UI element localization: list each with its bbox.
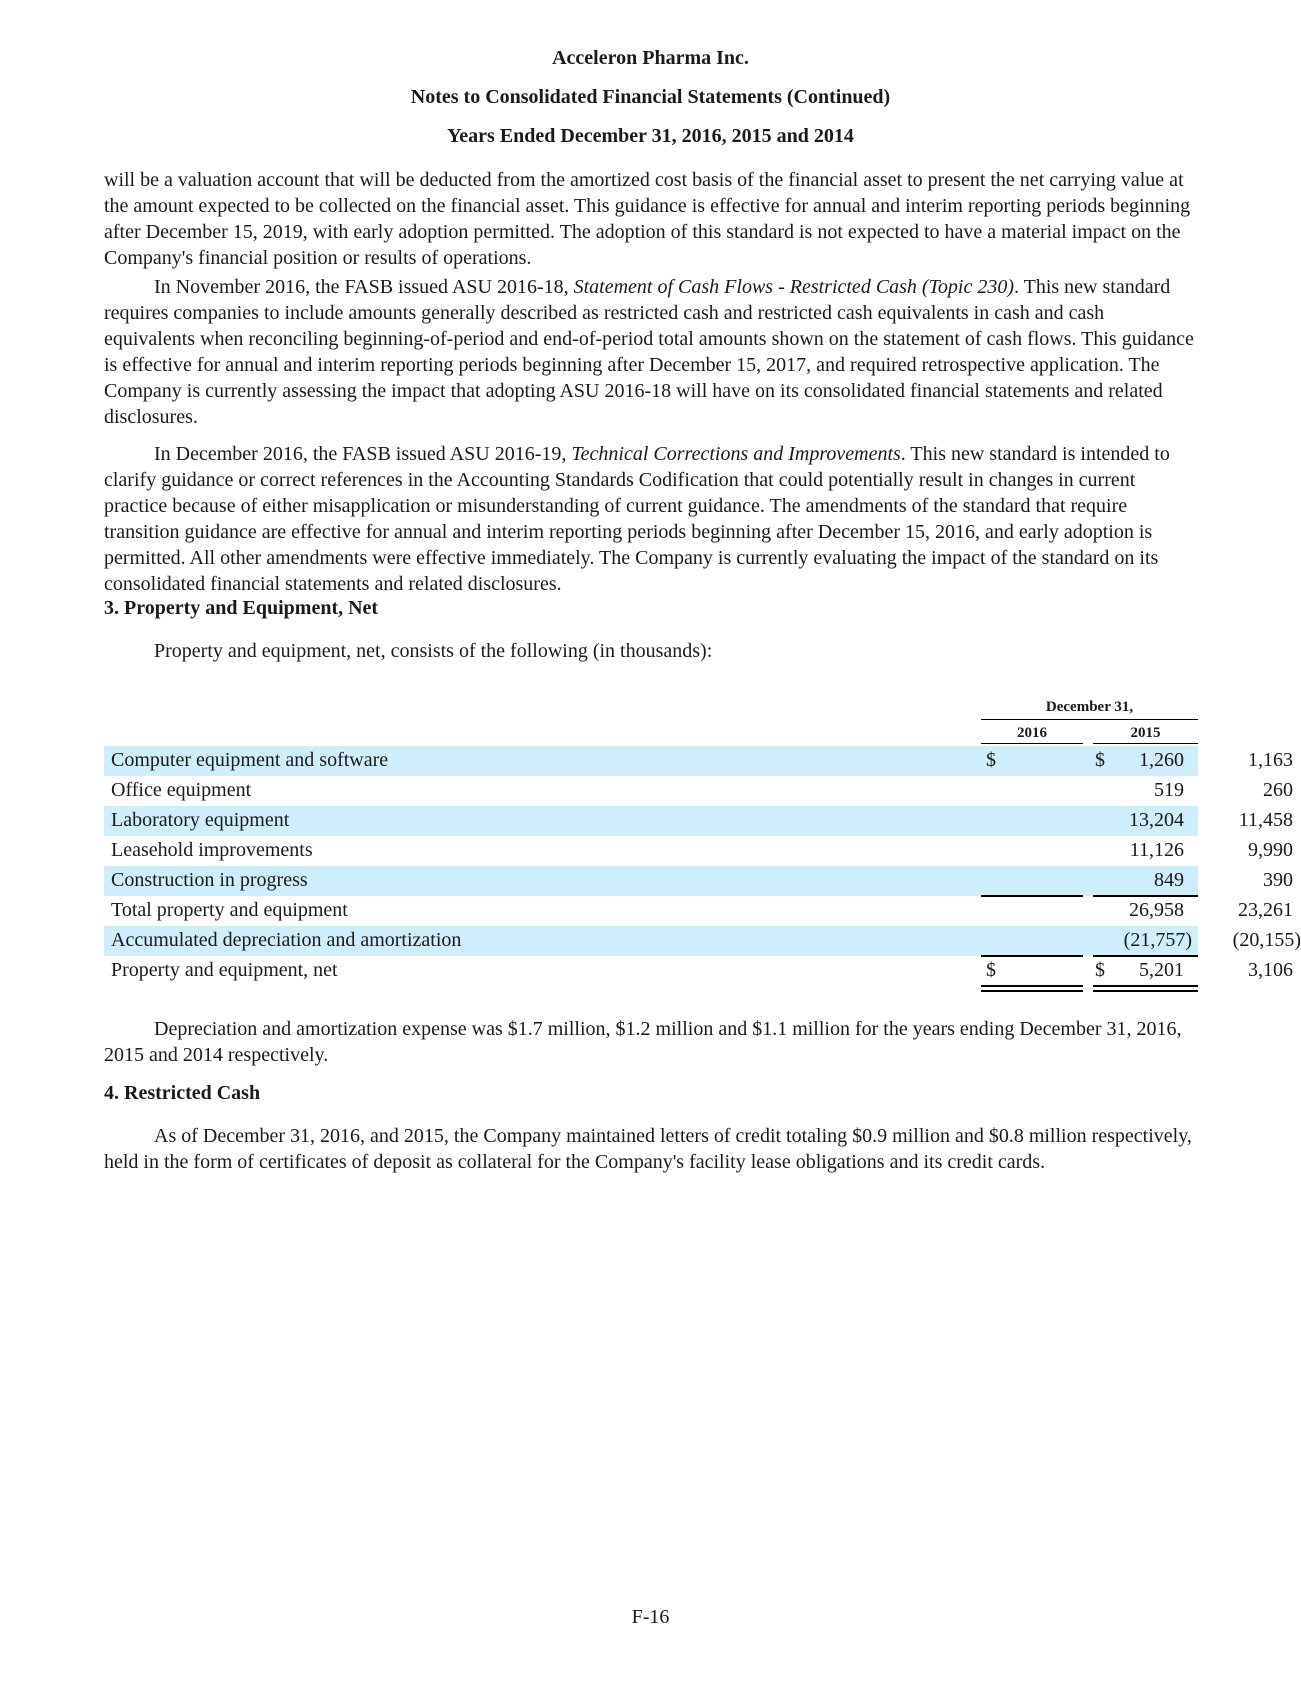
- total-double-rule-2015-b: [1093, 990, 1198, 992]
- value-2016: 5,201: [1139, 959, 1184, 981]
- section-4-title: 4. Restricted Cash: [104, 1082, 261, 1104]
- value-2016: 11,126: [1129, 839, 1184, 861]
- table-row: [104, 806, 1293, 836]
- table-row: [104, 926, 1301, 956]
- paragraph-asu-2016-18: In November 2016, the FASB issued ASU 2016-18, Statement of Cash Flows - Restricted Cash (Topic 230). This new standard requires companies to include amounts generally described as restricted cash and restricted cash equivalents in cash and cash equivalents when reconciling beginning-of-period and end-of-period total amounts shown on the statement of cash flows. This guidance is effective for annual and interim reporting periods beginning after December 15, 2017, and required retrospective application. The Company is currently assessing the impact that adopting ASU 2016-18 will have on its consolidated financial statements and related disclosures.: [104, 276, 1194, 428]
- value-2015: 9,990: [1248, 839, 1293, 861]
- value-2015: (20,155): [1232, 929, 1301, 951]
- value-2016: (21,757): [1123, 929, 1192, 951]
- row-label: Accumulated depreciation and amortization: [111, 929, 462, 951]
- company-name: Acceleron Pharma Inc.: [552, 47, 749, 69]
- table-row: [104, 746, 1293, 776]
- asu-2016-18-title: Statement of Cash Flows - Restricted Cash (Topic 230): [573, 276, 1014, 298]
- table-row: [104, 836, 1293, 866]
- value-2016: 849: [1154, 869, 1184, 891]
- currency-2016: $: [986, 749, 996, 771]
- total-double-rule-2015-a: [1093, 985, 1198, 987]
- col-header-2016: 2016: [1017, 725, 1047, 741]
- value-2015: 260: [1263, 779, 1293, 801]
- currency-2015: $: [1095, 959, 1105, 981]
- depreciation-note: Depreciation and amortization expense was $1.7 million, $1.2 million and $1.1 million for the years ending December 31, 2016, 2015 and 2014 respectively.: [104, 1018, 1182, 1066]
- currency-2016: $: [986, 959, 996, 981]
- value-2016: 519: [1154, 779, 1184, 801]
- currency-2015: $: [1095, 749, 1105, 771]
- header-rule: [981, 719, 1198, 720]
- row-label: Computer equipment and software: [111, 749, 389, 771]
- table-row: [104, 866, 1293, 896]
- paragraph-asu-2016-19: In December 2016, the FASB issued ASU 2016-19, Technical Corrections and Improvements. This new standard is intended to clarify guidance or correct references in the Accounting Standards Codification that could potentially result in changes in current practice because of either misapplication or misunderstanding of current guidance. The amendments of the standard that require transition guidance are effective for annual and interim reporting periods beginning after December 15, 2016, and early adoption is permitted. All other amendments were effective immediately. The Company is currently evaluating the impact of the standard on its consolidated financial statements and related disclosures.: [104, 443, 1170, 595]
- table-row: [104, 956, 1293, 986]
- value-2016: 1,260: [1139, 749, 1184, 771]
- row-label: Construction in progress: [111, 869, 308, 891]
- row-label: Laboratory equipment: [111, 809, 290, 831]
- value-2015: 3,106: [1248, 959, 1293, 981]
- row-label: Property and equipment, net: [111, 959, 338, 981]
- total-double-rule-2016-a: [981, 985, 1083, 987]
- value-2015: 23,261: [1238, 899, 1293, 921]
- section-3-title: 3. Property and Equipment, Net: [104, 597, 379, 619]
- asu-2016-19-title: Technical Corrections and Improvements: [571, 443, 901, 465]
- value-2015: 390: [1263, 869, 1293, 891]
- paragraph-valuation: will be a valuation account that will be deducted from the amortized cost basis of the financial asset to present the net carrying value at the amount expected to be collected on the financial asset. This guidance is effective for annual and interim reporting periods beginning after December 15, 2019, with early adoption permitted. The adoption of this standard is not expected to have a material impact on the Company's financial position or results of operations.: [104, 169, 1191, 269]
- table-row: [104, 776, 1293, 806]
- table-row: [104, 896, 1293, 926]
- value-2016: 13,204: [1129, 809, 1184, 831]
- col-rule-2016: [981, 743, 1083, 744]
- col-header-2015: 2015: [1130, 725, 1161, 741]
- section-4-text: As of December 31, 2016, and 2015, the Company maintained letters of credit totaling $0.9 million and $0.8 million respectively, held in the form of certificates of deposit as collateral for the Company's facility lease obligations and its credit cards.: [104, 1125, 1192, 1173]
- row-label: Total property and equipment: [111, 899, 348, 921]
- total-double-rule-2016-b: [981, 990, 1083, 992]
- notes-title: Notes to Consolidated Financial Statements (Continued): [410, 86, 891, 108]
- period-title: Years Ended December 31, 2016, 2015 and 2014: [447, 125, 854, 147]
- row-label: Office equipment: [111, 779, 252, 801]
- table-group-header: December 31,: [1045, 699, 1134, 715]
- row-label: Leasehold improvements: [111, 839, 313, 861]
- section-3-intro: Property and equipment, net, consists of the following (in thousands):: [154, 640, 713, 662]
- value-2016: 26,958: [1129, 899, 1184, 921]
- col-rule-2015: [1093, 743, 1198, 744]
- value-2015: 1,163: [1248, 749, 1293, 771]
- page-number: F-16: [631, 1606, 670, 1628]
- value-2015: 11,458: [1238, 809, 1293, 831]
